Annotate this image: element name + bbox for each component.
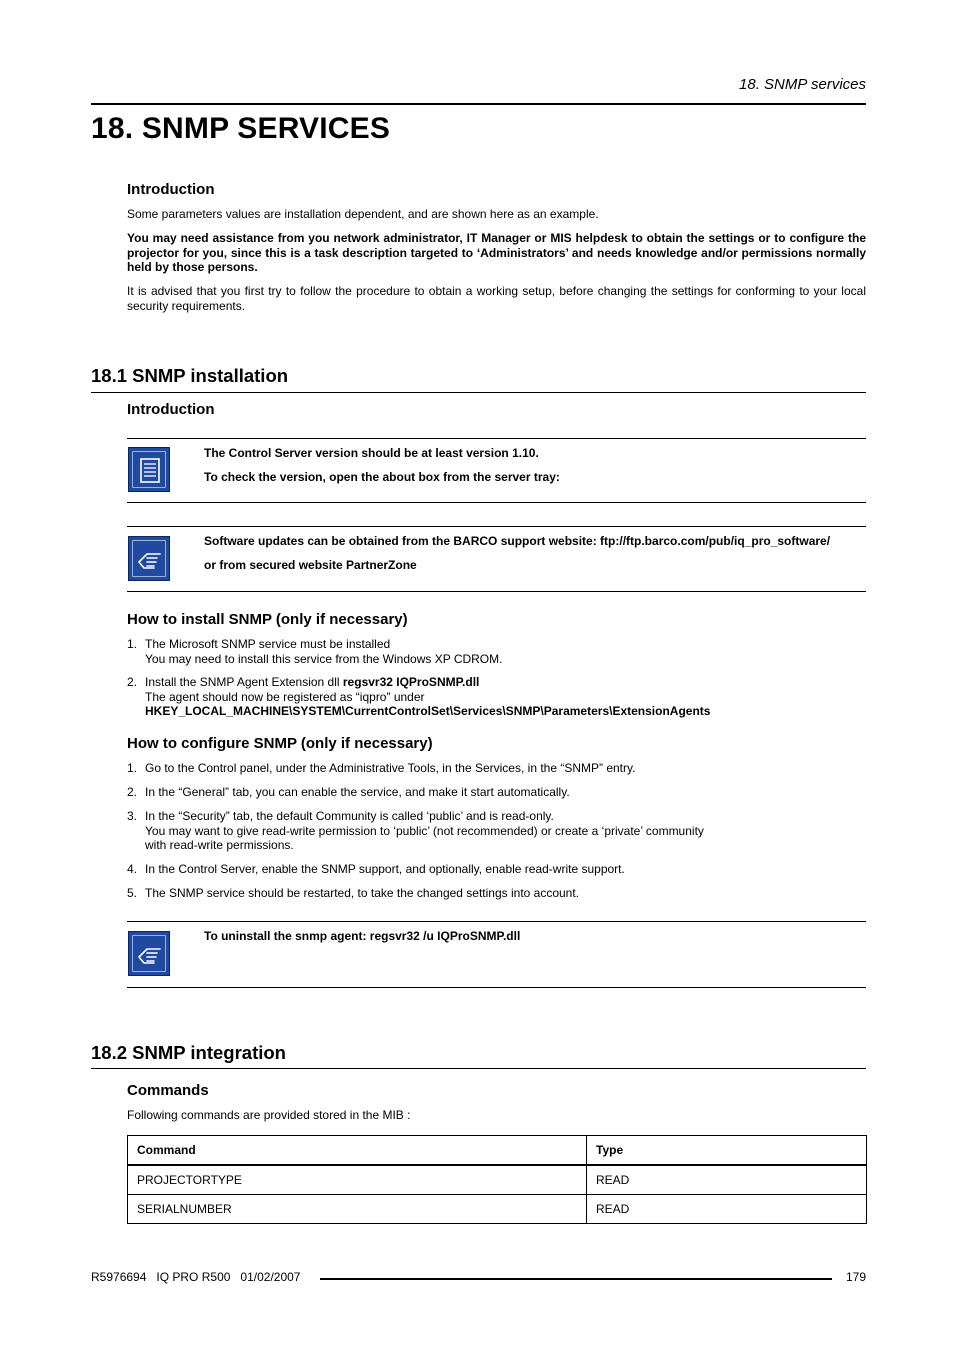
intro-paragraph-3: It is advised that you first try to follow the procedure to obtain a working setup, before changing the settings for conforming to your local security requirements. [127,284,866,313]
footer-rule [320,1278,832,1280]
table-header-row [128,1136,867,1166]
pointing-hand-icon [128,536,170,581]
section-18-2-rule [91,1068,866,1069]
table-row [128,1195,867,1224]
footer-document-info: R5976694 IQ PRO R500 01/02/2007 [91,1270,301,1284]
table-row [128,1165,867,1195]
table-cell: READ [587,1165,867,1195]
note-software-updates [127,526,866,592]
note-uninstall-line-1: To uninstall the snmp agent: regsvr32 /u IQProSNMP.dll [204,929,521,943]
commands-heading: Commands [127,1082,209,1099]
install-heading: How to install SNMP (only if necessary) [127,611,408,628]
note-software-updates-line-2: or from secured website PartnerZone [204,558,417,572]
table-cell: SERIALNUMBER [128,1195,587,1224]
section-18-1-intro-heading: Introduction [127,401,215,418]
table-cell: READ [587,1195,867,1224]
section-18-2-title: 18.2 SNMP integration [91,1042,286,1063]
note-version [127,438,866,503]
document-note-icon [128,447,170,492]
commands-table [127,1135,867,1224]
note-version-line-1: The Control Server version should be at least version 1.10. [204,446,539,460]
commands-intro: Following commands are provided stored in the MIB : [127,1108,411,1122]
column-header-type: Type [587,1136,867,1166]
intro-heading: Introduction [127,181,215,198]
running-header: 18. SNMP services [739,76,866,93]
intro-paragraph-1: Some parameters values are installation dependent, and are shown here as an example. [127,207,599,221]
pointing-hand-icon [128,931,170,976]
column-header-command: Command [128,1136,587,1166]
table-cell: PROJECTORTYPE [128,1165,587,1195]
configure-heading: How to configure SNMP (only if necessary) [127,735,433,752]
note-version-line-2: To check the version, open the about box from the server tray: [204,470,560,484]
header-rule [91,103,866,105]
intro-paragraph-2: You may need assistance from you network administrator, IT Manager or MIS helpdesk to obtain the settings or to configure the projector for you, since this is a task description targeted to ‘Administrators’ and needs knowledge and/or permissions normally held by those persons. [127,231,866,274]
section-18-1-rule [91,392,866,393]
note-software-updates-line-1: Software updates can be obtained from the BARCO support website: ftp://ftp.barco.com/pub/iq_pro_software/ [204,534,831,548]
page-number: 179 [845,1270,866,1284]
note-uninstall [127,921,866,988]
section-18-1-title: 18.1 SNMP installation [91,365,289,386]
chapter-title: 18. SNMP SERVICES [91,112,391,145]
